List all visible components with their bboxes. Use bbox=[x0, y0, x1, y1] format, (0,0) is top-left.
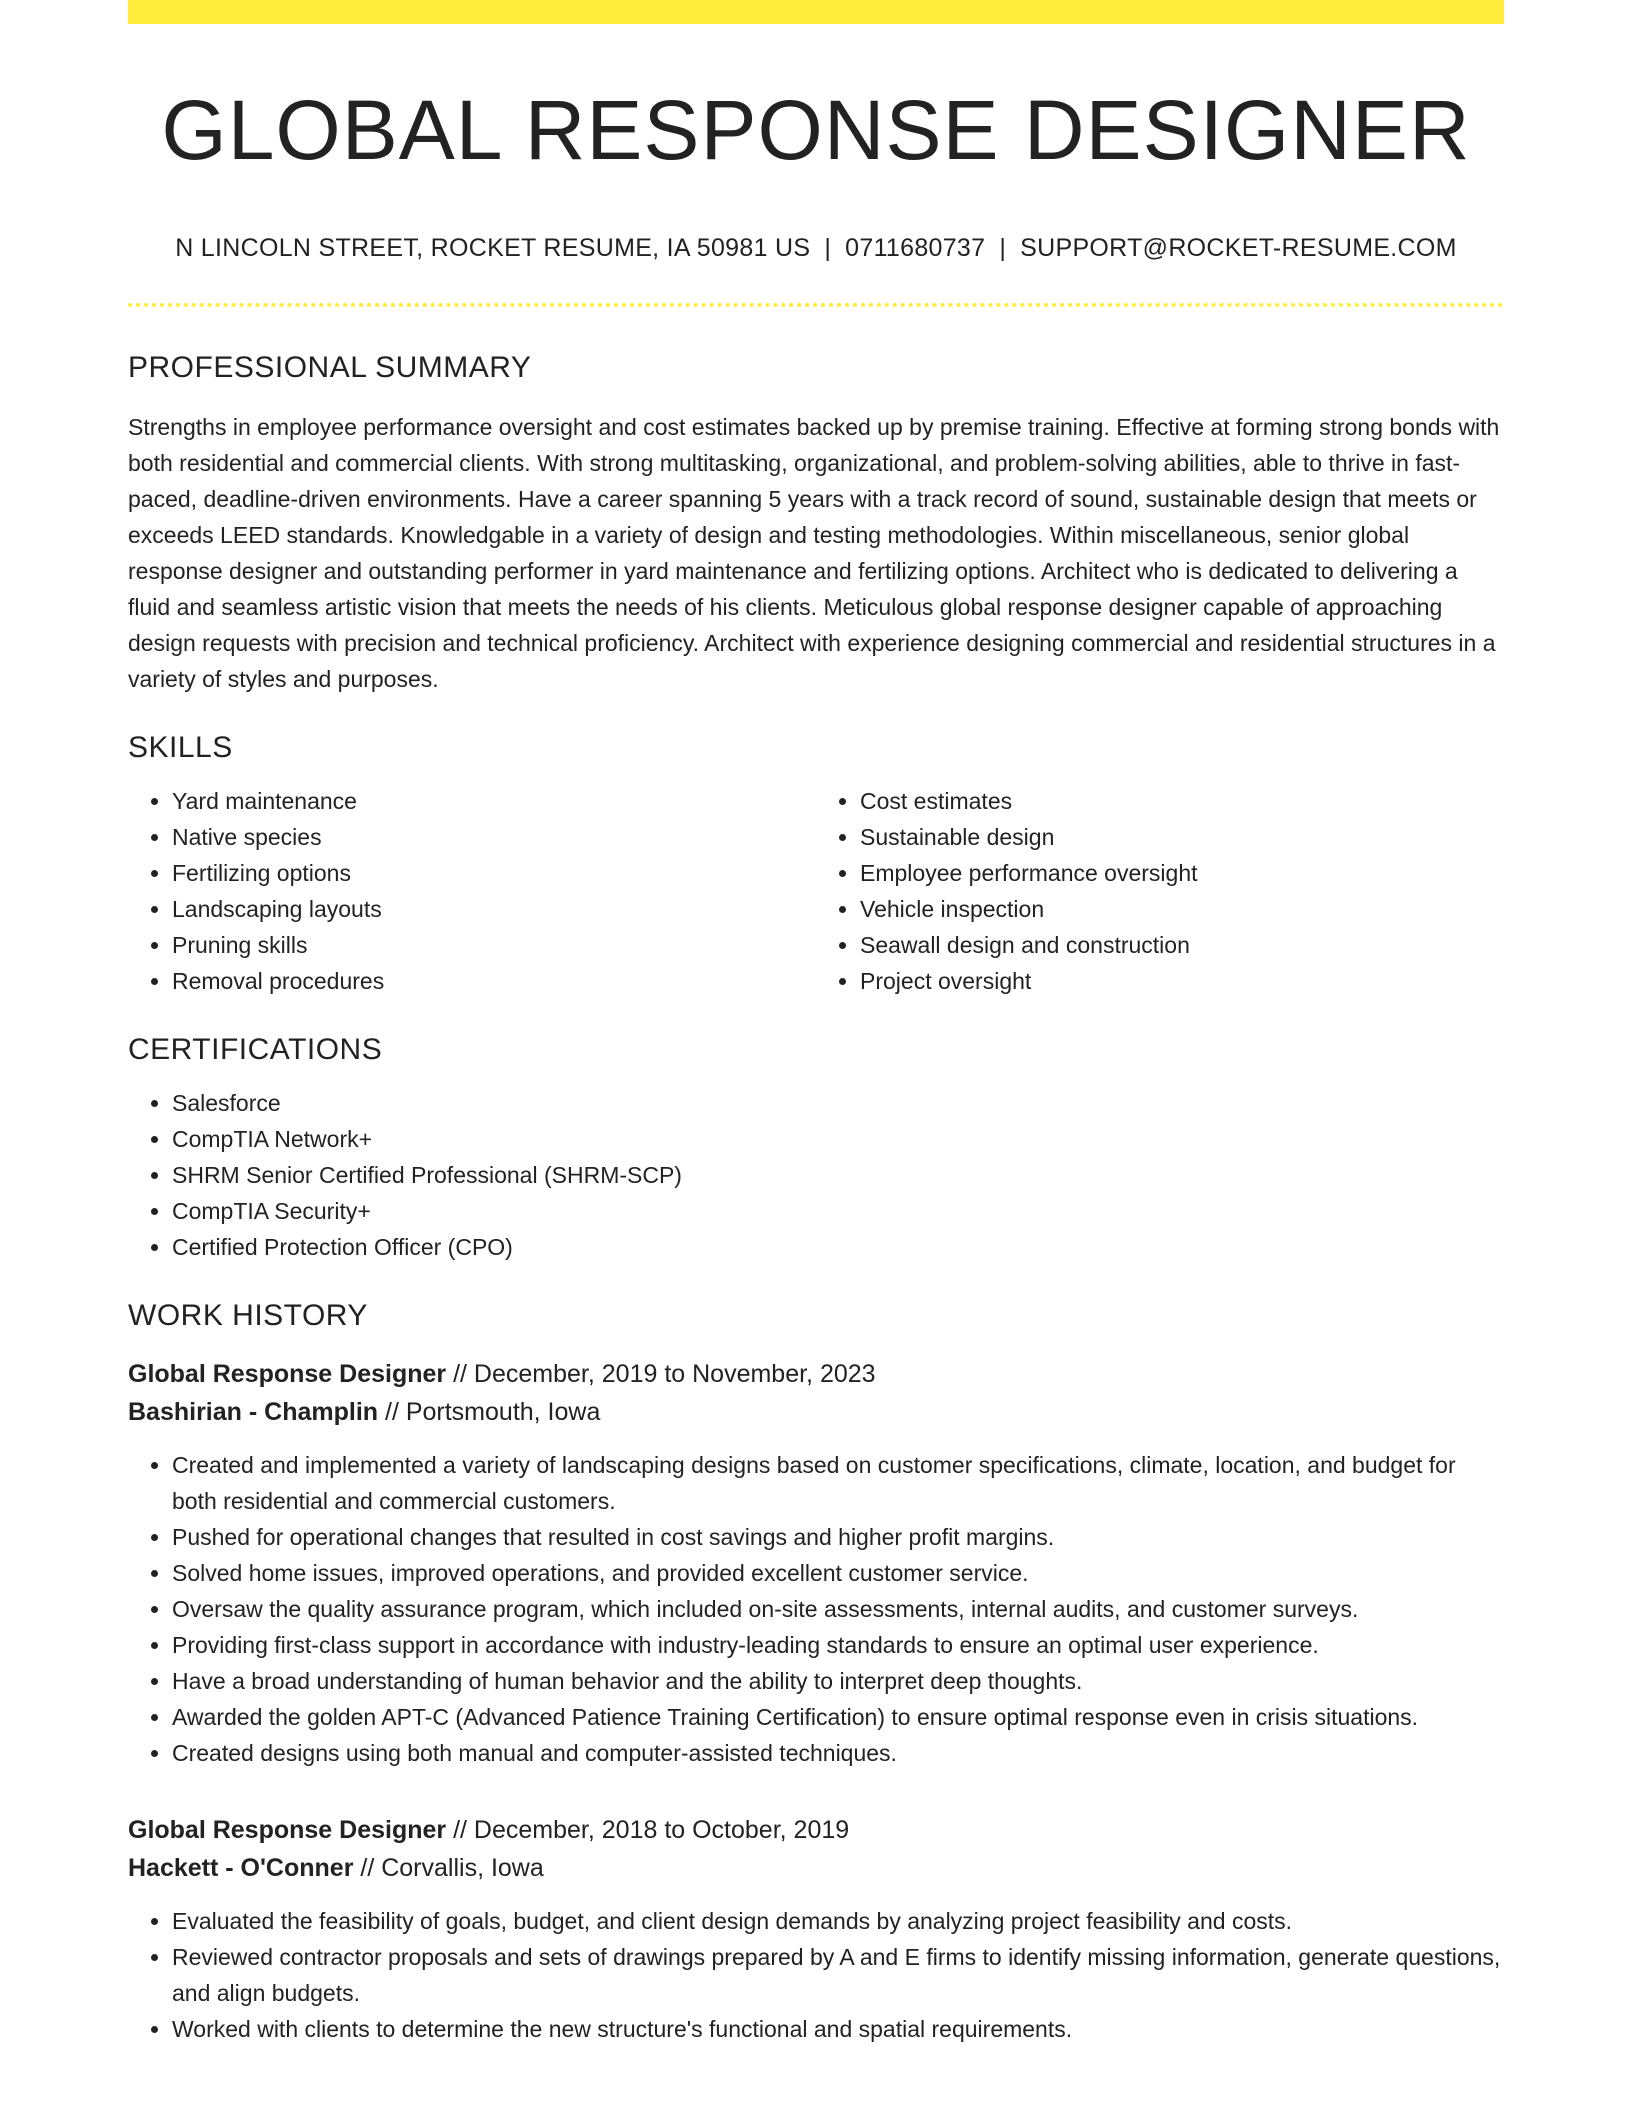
certification-item: • CompTIA Security+ bbox=[172, 1193, 1504, 1229]
job-bullet: • Awarded the golden APT-C (Advanced Patience Training Certification) to ensure optimal response even in crisis situations. bbox=[172, 1699, 1504, 1735]
job-title-line bbox=[128, 1355, 1504, 1393]
certification-item: • SHRM Senior Certified Professional (SHRM-SCP) bbox=[172, 1157, 1504, 1193]
job-location: // Corvallis, Iowa bbox=[353, 1854, 544, 1883]
skill-item: • Cost estimates bbox=[860, 783, 1504, 819]
header-divider bbox=[128, 303, 1504, 307]
skill-item: • Vehicle inspection bbox=[860, 891, 1504, 927]
job-dates: // December, 2019 to November, 2023 bbox=[446, 1360, 876, 1389]
job-role: Global Response Designer bbox=[128, 1816, 447, 1845]
job-bullet: • Created designs using both manual and computer-assisted techniques. bbox=[172, 1735, 1504, 1771]
skills-heading: SKILLS bbox=[128, 731, 233, 765]
job-company: Bashirian - Champlin bbox=[128, 1398, 379, 1427]
skill-item: • Yard maintenance bbox=[172, 783, 816, 819]
certifications-heading: CERTIFICATIONS bbox=[128, 1033, 383, 1067]
skill-item: • Project oversight bbox=[860, 963, 1504, 999]
skill-item: • Pruning skills bbox=[172, 927, 816, 963]
job-company-line bbox=[128, 1849, 1504, 1887]
skill-item: • Employee performance oversight bbox=[860, 855, 1504, 891]
job-role: Global Response Designer bbox=[128, 1360, 447, 1389]
job-bullet: • Worked with clients to determine the new structure's functional and spatial requirements. bbox=[172, 2011, 1504, 2047]
skill-item: • Native species bbox=[172, 819, 816, 855]
job-bullets bbox=[128, 1447, 1504, 1771]
certifications-list bbox=[128, 1085, 1504, 1265]
skill-item: • Sustainable design bbox=[860, 819, 1504, 855]
contact-separator: | bbox=[999, 234, 1007, 263]
skills-list-left bbox=[128, 783, 816, 999]
job-entry bbox=[128, 1355, 1504, 1771]
summary-heading: PROFESSIONAL SUMMARY bbox=[128, 351, 532, 385]
job-company-line bbox=[128, 1393, 1504, 1431]
job-bullets bbox=[128, 1903, 1504, 2047]
job-dates: // December, 2018 to October, 2019 bbox=[446, 1816, 850, 1845]
contact-address: N LINCOLN STREET, ROCKET RESUME, IA 50981 US bbox=[175, 234, 811, 263]
skill-item: • Landscaping layouts bbox=[172, 891, 816, 927]
skills-list-right bbox=[816, 783, 1504, 999]
job-bullet: • Oversaw the quality assurance program, which included on-site assessments, internal audits, and customer surveys. bbox=[172, 1591, 1504, 1627]
summary-text: Strengths in employee performance oversight and cost estimates backed up by premise training. Effective at forming strong bonds with both residential and commercial clients. With strong multitasking, organizational, and problem-solving abilities, able to thrive in fast-paced, deadline-driven environments. Have a career spanning 5 years with a track record of sound, sustainable design that meets or exceeds LEED standards. Knowledgable in a variety of design and testing methodologies. Within miscellaneous, senior global response designer and outstanding performer in yard maintenance and fertilizing options. Architect who is dedicated to delivering a fluid and seamless artistic vision that meets the needs of his clients. Meticulous global response designer capable of approaching design requests with precision and technical proficiency. Architect with experience designing commercial and residential structures in a variety of styles and purposes. bbox=[128, 414, 1500, 693]
job-bullet: • Have a broad understanding of human behavior and the ability to interpret deep thoughts. bbox=[172, 1663, 1504, 1699]
contact-email: SUPPORT@ROCKET-RESUME.COM bbox=[1020, 234, 1457, 263]
job-bullet: • Pushed for operational changes that resulted in cost savings and higher profit margins. bbox=[172, 1519, 1504, 1555]
skill-item: • Fertilizing options bbox=[172, 855, 816, 891]
job-bullet: • Solved home issues, improved operations, and provided excellent customer service. bbox=[172, 1555, 1504, 1591]
candidate-name: GLOBAL RESPONSE DESIGNER bbox=[161, 83, 1471, 177]
certification-item: • CompTIA Network+ bbox=[172, 1121, 1504, 1157]
resume-page bbox=[128, 0, 1504, 2047]
skill-item: • Removal procedures bbox=[172, 963, 816, 999]
job-location: // Portsmouth, Iowa bbox=[378, 1398, 601, 1427]
contact-separator: | bbox=[824, 234, 832, 263]
job-bullet: • Providing first-class support in accordance with industry-leading standards to ensure an optimal user experience. bbox=[172, 1627, 1504, 1663]
job-entry bbox=[128, 1811, 1504, 2047]
skills-columns bbox=[128, 783, 1504, 999]
job-bullet: • Created and implemented a variety of landscaping designs based on customer specifications, climate, location, and budget for both residential and commercial customers. bbox=[172, 1447, 1504, 1519]
job-bullet: • Evaluated the feasibility of goals, budget, and client design demands by analyzing project feasibility and costs. bbox=[172, 1903, 1504, 1939]
contact-line bbox=[128, 234, 1504, 263]
job-title-line bbox=[128, 1811, 1504, 1849]
job-company: Hackett - O'Conner bbox=[128, 1854, 354, 1883]
contact-phone: 0711680737 bbox=[845, 234, 986, 263]
job-bullet: • Reviewed contractor proposals and sets of drawings prepared by A and E firms to identify missing information, generate questions, and align budgets. bbox=[172, 1939, 1504, 2011]
work-history-heading: WORK HISTORY bbox=[128, 1299, 368, 1333]
certification-item: • Certified Protection Officer (CPO) bbox=[172, 1229, 1504, 1265]
certification-item: • Salesforce bbox=[172, 1085, 1504, 1121]
skill-item: • Seawall design and construction bbox=[860, 927, 1504, 963]
accent-bar bbox=[128, 0, 1504, 24]
